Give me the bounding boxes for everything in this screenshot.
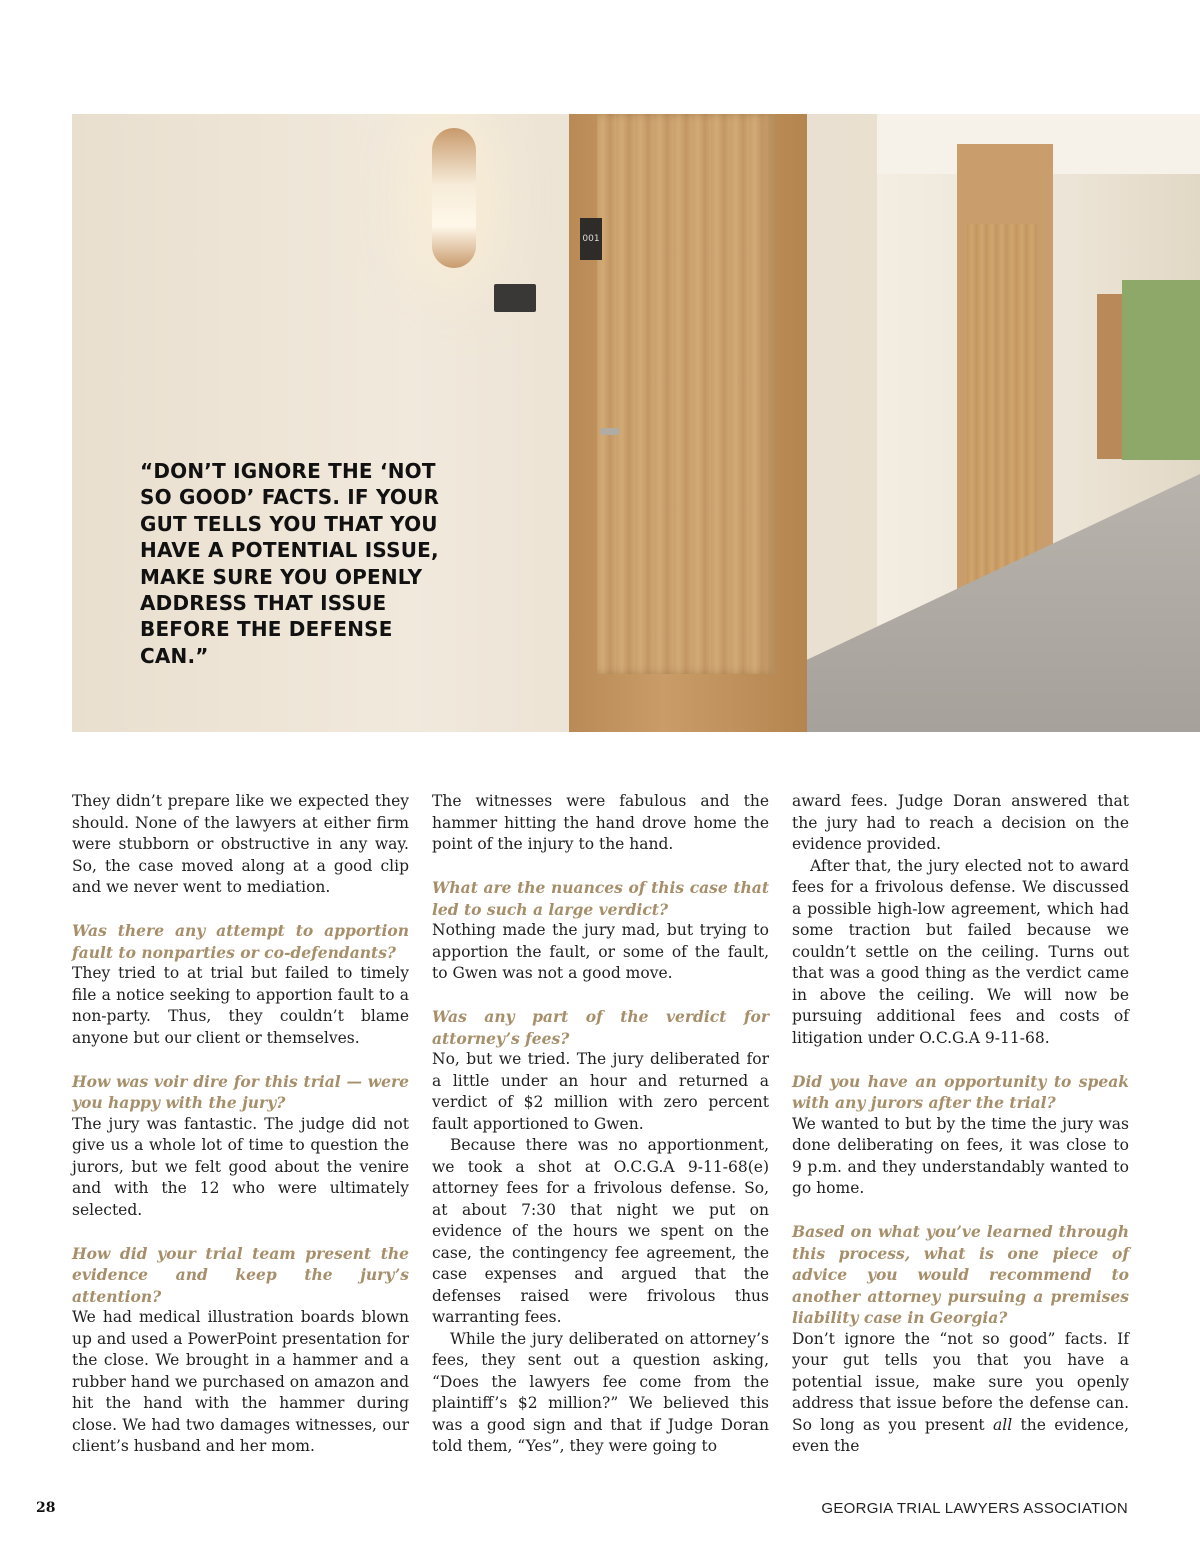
interview-question: What are the nuances of this case that led to such a large verdict? (432, 878, 769, 919)
interview-question: Was any part of the verdict for attorney’s fees? (432, 1007, 769, 1048)
emphasis-text: all (993, 1415, 1013, 1434)
interview-answer: We wanted to but by the time the jury was done deliberating on fees, it was close to 9 p.m. and they understandably wanted to go home. (792, 1114, 1129, 1197)
interview-answer: Because there was no apportionment, we took a shot at O.C.G.A 9-11-68(e) attorney fees for a frivolous defense. So, at about 7:30 that night we put on evidence of the hours we spent on the case, the contingency fee agreement, the case expenses and argued that the defenses raised were frivolous thus warranting fees. (432, 1136, 769, 1326)
paragraph: After that, the jury elected not to award fees for a frivolous defense. We discussed a possible high-low agreement, which had some traction but failed because we couldn’t settle on the ceiling. Turns out that was a good thing as the verdict came in above the ceiling. We will now be pursuing additional fees and costs of litigation under O.C.G.A 9-11-68. (792, 856, 1129, 1047)
publication-name: GEORGIA TRIAL LAWYERS ASSOCIATION (821, 1500, 1128, 1517)
interview-answer: Nothing made the jury mad, but trying to apportion the fault, or some of the fault, to Gwen was not a good move. (432, 921, 769, 982)
interview-question: Did you have an opportunity to speak with any jurors after the trial? (792, 1071, 1129, 1112)
paragraph: They didn’t prepare like we expected they should. None of the lawyers at either firm were stubborn or obstructive in any way. So, the case moved along at a good clip and we never went to mediation. (72, 792, 409, 896)
door-handle (600, 428, 620, 435)
pull-quote: “DON’T IGNORE THE ‘NOT SO GOOD’ FACTS. IF YOUR GUT TELLS YOU THAT YOU HAVE A POTENTIAL ISSUE, MAKE SURE YOU OPENLY ADDRESS THAT ISSUE BEFORE THE DEFENSE CAN.” (140, 459, 440, 668)
wooden-door (597, 114, 775, 674)
interview-answer: While the jury deliberated on attorney’s fees, they sent out a question asking, “Does the lawyers fee come from the plaintiff’s $2 million?” We believed this was a good sign and that if Judge Doran told them, “Yes”, they were going to (432, 1329, 769, 1455)
door-number-sign: 001 (580, 218, 602, 260)
answer-text: Don’t ignore the “not so good” facts. If your gut tells you that you have a potential issue, make sure you openly address that issue before the defense can. So long as you present (792, 1329, 1129, 1434)
interview-answer: No, but we tried. The jury deliberated for a little under an hour and returned a verdict of $2 million with zero percent fault apportioned to Gwen. (432, 1050, 769, 1133)
far-wooden-door (967, 224, 1037, 614)
paragraph: award fees. Judge Doran answered that the jury had to reach a decision on the evidence provided. (792, 792, 1129, 853)
interview-question: Based on what you’ve learned through this process, what is one piece of advice you would recommend to another attorney pursuing a premises liability case in Georgia? (792, 1222, 1129, 1327)
paragraph: The witnesses were fabulous and the hammer hitting the hand drove home the point of the injury to the hand. (432, 792, 769, 853)
article-column-2 (432, 791, 769, 1458)
interview-question: Was there any attempt to apportion fault to nonparties or co-defendants? (72, 921, 409, 962)
article-column-1 (72, 791, 409, 1458)
wall-sconce-lamp (432, 128, 476, 268)
interview-answer: We had medical illustration boards blown up and used a PowerPoint presentation for the close. We brought in a hammer and a rubber hand we purchased on amazon and hit the hand with the hammer during close. We had two damages witnesses, our client’s husband and her mom. (72, 1308, 409, 1455)
interview-question: How did your trial team present the evidence and keep the jury’s attention? (72, 1243, 409, 1306)
article-column-3 (792, 791, 1129, 1458)
answer-text: the evidence, even the (792, 1415, 1130, 1455)
interview-answer: They tried to at trial but failed to timely file a notice seeking to apportion fault to a non-party. Thus, they couldn’t blame anyone but our client or themselves. (72, 964, 409, 1047)
interview-answer: The jury was fantastic. The judge did not give us a whole lot of time to question the jurors, but we felt good about the venire and with the 12 who were ultimately selected. (72, 1114, 409, 1219)
interview-answer (792, 1329, 1129, 1458)
page-number: 28 (36, 1500, 56, 1516)
wall-switch-panel (494, 284, 536, 312)
interview-question: How was voir dire for this trial — were you happy with the jury? (72, 1071, 409, 1112)
green-wall-panel (1122, 280, 1200, 460)
